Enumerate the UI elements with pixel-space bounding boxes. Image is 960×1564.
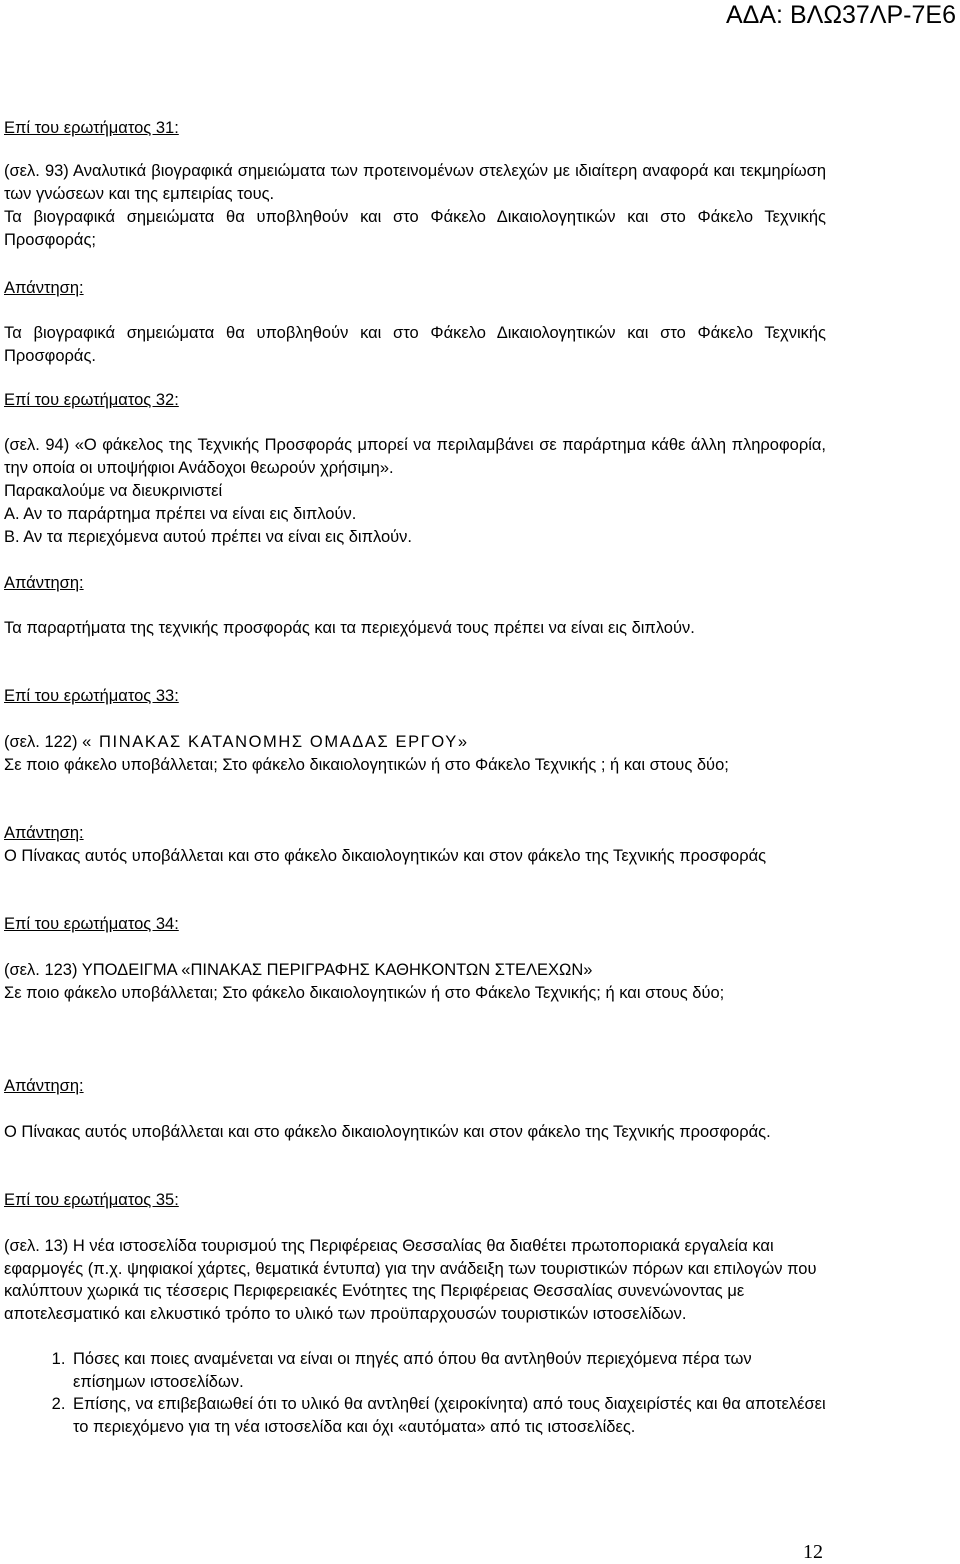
q33-reference: [4, 731, 826, 754]
q33-heading: Επί του ερωτήματος 33:: [4, 687, 179, 705]
q31-answer: Τα βιογραφικά σημειώματα θα υποβληθούν και στο Φάκελο Δικαιολογητικών και στο Φάκελο Τεχνικής Προσφοράς.: [4, 324, 826, 365]
q32-text-2: Παρακαλούμε να διευκρινιστεί: [4, 482, 223, 500]
list-item: 1. Πόσες και ποιες αναμένεται να είναι οι πηγές από όπου θα αντληθούν περιεχόμενα πέρα των επίσημων ιστοσελίδων.: [70, 1348, 826, 1393]
q34-reference: (σελ. 123) ΥΠΟΔΕΙΓΜΑ «ΠΙΝΑΚΑΣ ΠΕΡΙΓΡΑΦΗΣ ΚΑΘΗΚΟΝΤΩΝ ΣΤΕΛΕΧΩΝ»: [4, 961, 593, 979]
q33-question: Σε ποιο φάκελο υποβάλλεται; Στο φάκελο δικαιολογητικών ή στο Φάκελο Τεχνικής ; ή και στους δύο;: [4, 756, 729, 774]
q32-text-1: (σελ. 94) «Ο φάκελος της Τεχνικής Προσφοράς μπορεί να περιλαμβάνει σε παράρτημα κάθε άλλη πληροφορία, την οποία οι υποψήφιοι Ανάδοχοι θεωρούν χρήσιμη».: [4, 436, 826, 477]
q33-ref-page: (σελ. 122): [4, 733, 83, 751]
q35-paragraph: (σελ. 13) Η νέα ιστοσελίδα τουρισμού της Περιφέρειας Θεσσαλίας θα διαθέτει πρωτοποριακά εργαλεία και εφαρμογές (π.χ. ψηφιακοί χάρτες, θεματικά έντυπα) για την ανάδειξη των τουριστικών πόρων και επιλογών που καλύπτουν χωρικά τις τέσσερις Περιφερειακές Ενότητες της Περιφέρειας Θεσσαλίας συνενώνοντας με αποτελεσματικό και ελκυστικό τρόπο το υλικό των προϋπαρχουσών τουριστικών ιστοσελίδων.: [4, 1237, 817, 1323]
q32-answer: Τα παραρτήματα της τεχνικής προσφοράς και τα περιεχόμενά τους πρέπει να είναι εις διπλούν.: [4, 619, 695, 637]
q32-item-b: Β. Αν τα περιεχόμενα αυτού πρέπει να είναι εις διπλούν.: [4, 528, 412, 546]
q31-heading: Επί του ερωτήματος 31:: [4, 119, 179, 137]
q31-answer-label: Απάντηση:: [4, 279, 84, 297]
q32-heading: Επί του ερωτήματος 32:: [4, 391, 179, 409]
page-number: 12: [803, 1541, 823, 1563]
q33-answer-label: Απάντηση:: [4, 824, 84, 842]
q33-ref-title: « ΠΙΝΑΚΑΣ ΚΑΤΑΝΟΜΗΣ ΟΜΑΔΑΣ ΕΡΓΟΥ»: [82, 733, 469, 751]
q34-answer: Ο Πίνακας αυτός υποβάλλεται και στο φάκελο δικαιολογητικών και στον φάκελο της Τεχνικής προσφοράς.: [4, 1123, 771, 1141]
list-item: 2. Επίσης, να επιβεβαιωθεί ότι το υλικό θα αντληθεί (χειροκίνητα) από τους διαχειρίστές και θα αποτελέσει το περιεχόμενο για τη νέα ιστοσελίδα και όχι «αυτόματα» από τις ιστοσελίδες.: [70, 1393, 826, 1438]
q31-text-1: (σελ. 93) Αναλυτικά βιογραφικά σημειώματα των προτεινομένων στελεχών με ιδιαίτερη αναφορά και τεκμηρίωση των γνώσεων και της εμπειρίας τους.: [4, 162, 826, 203]
q33-answer: Ο Πίνακας αυτός υποβάλλεται και στο φάκελο δικαιολογητικών και στον φάκελο της Τεχνικής προσφοράς: [4, 847, 767, 865]
q31-text-2: Τα βιογραφικά σημειώματα θα υποβληθούν και στο Φάκελο Δικαιολογητικών και στο Φάκελο Τεχνικής Προσφοράς;: [4, 208, 826, 249]
q35-question-list: [4, 1348, 826, 1438]
q35-heading: Επί του ερωτήματος 35:: [4, 1191, 179, 1209]
q34-answer-label: Απάντηση:: [4, 1077, 84, 1095]
q34-question: Σε ποιο φάκελο υποβάλλεται; Στο φάκελο δικαιολογητικών ή στο Φάκελο Τεχνικής; ή και στους δύο;: [4, 984, 725, 1002]
q34-heading: Επί του ερωτήματος 34:: [4, 915, 179, 933]
q32-answer-label: Απάντηση:: [4, 574, 84, 592]
ada-code: ΑΔΑ: ΒΛΩ37ΛΡ-7Ε6: [726, 1, 956, 29]
q32-item-a: Α. Αν το παράρτημα πρέπει να είναι εις διπλούν.: [4, 505, 357, 523]
